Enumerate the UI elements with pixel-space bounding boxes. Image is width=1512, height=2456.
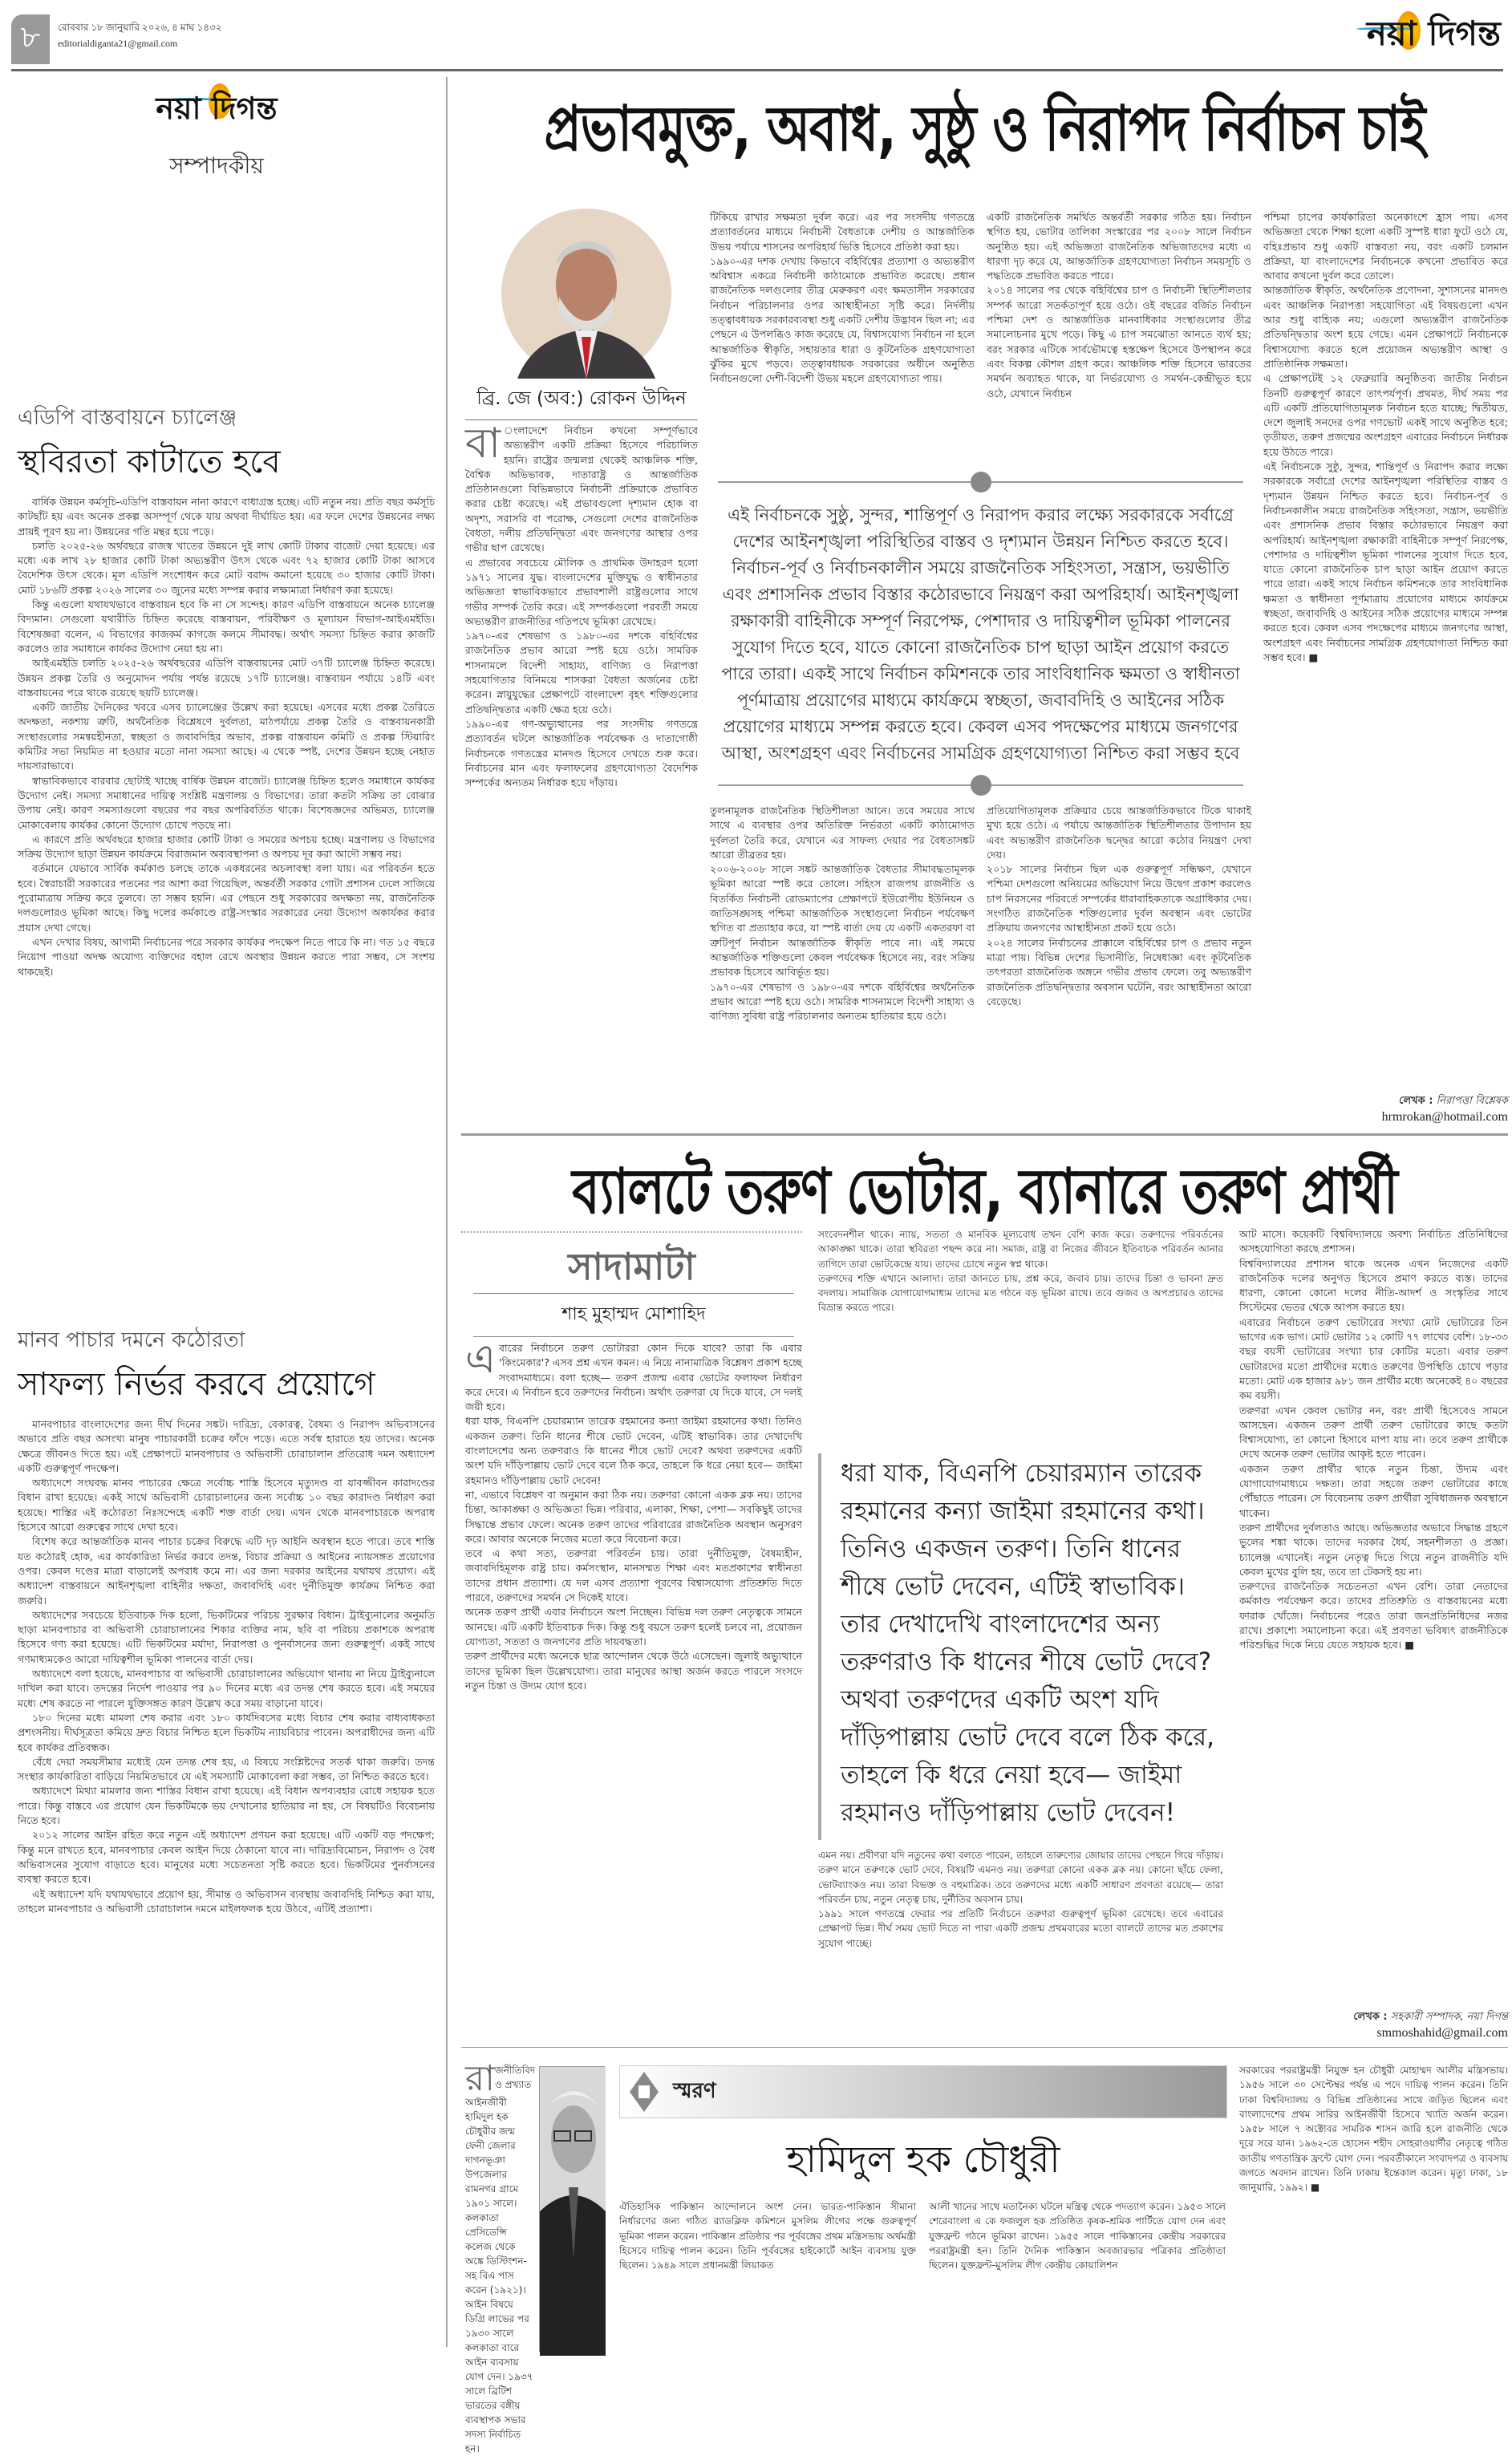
quote-dot-icon [971, 775, 991, 796]
smaran-intro: রাজনীতিবিদ ও প্রখ্যাত আইনজীবী হামিদুল হক চৌধুরীর জন্ম ফেনী জেলার দাগনভূঞা উপজেলার রামনগর গ্রামে ১৯০১ সালে। কলকাতা প্রেসিডেন্সি কলেজ থেকে অঙ্কে ডিস্টিংশন-সহ বিএ পাস করেন (১৯২১)। আইন বিষয়ে ডিগ্রি লাভের পর ১৯৩০ সালে কলকাতা বারে আইন ব্যবসায় যোগ দেন। ১৯৩৭ সালে ব্রিটিশ ভারতের বঙ্গীয় ব্যবস্থাপক সভার সদস্য নির্বাচিত হন। [465, 2058, 536, 2454]
editorial-1 [18, 401, 435, 1307]
article-col3-section [1239, 1227, 1508, 2041]
smaran-banner [619, 2065, 1227, 2118]
writer-credit: লেখক : সহকারী সম্পাদক, নয়া দিগন্ত [1353, 2011, 1508, 2023]
dropcap: রা [465, 2058, 495, 2099]
pull-quote-section [818, 1453, 1223, 2041]
article-body-bottom-row [710, 804, 1251, 1123]
header-rule [11, 69, 1503, 71]
article-headline: ব্যালটে তরুণ ভোটার, ব্যানারে তরুণ প্রার্থী [572, 1154, 1397, 1228]
dropcap: বা [465, 419, 501, 468]
editorial-kicker: এডিপি বাস্তবায়নে চ্যালেঞ্জ [18, 406, 237, 430]
article-body-col4: পশ্চিমা চাপের কার্যকারিতা অনেকাংশে হ্রাস পায়। এসব অভিজ্ঞতা থেকে শিক্ষা হলো একটি সুস্পষ্ট ধারা ফুটে ওঠে যে, বহিঃপ্রভাব শুধু একটি বাস্তবতা নয়, বরং একটি চলমান প্রক্রিয়া, যা বাংলাদেশের নির্বাচনকে কখনো প্রভাবিত করে আবার কখনো দুর্বল করে তোলে। আন্তর্জাতিক স্বীকৃতি, অর্থনৈতিক প্রণোদনা, সুশাসনের মানদণ্ড এবং আঞ্চলিক নিরাপত্তা সহযোগিতা এই বিষয়গুলো এখন আর শুধু বাহ্যিক নয়; এগুলো অভ্যন্তরীণ রাজনৈতিক প্রতিদ্বন্দ্বিতার অংশ হয়ে গেছে। এমন প্রেক্ষাপটে নির্বাচনকে বিশ্বাসযোগ্য করতে হলে প্রয়োজন অভ্যন্তরীণ আস্থা ও প্রাতিষ্ঠানিক সক্ষমতা। এ প্রেক্ষাপটেই ১২ ফেব্রুয়ারি অনুষ্ঠিতব্য জাতীয় নির্বাচন তিনটি গুরুত্বপূর্ণ কারণে তাৎপর্যপূর্ণ। প্রথমত, দীর্ঘ সময় পর এটি একটি প্রতিযোগিতামূলক নির্বাচন হতে যাচ্ছে; দ্বিতীয়ত, দেশে জুলাই সনদের ওপর গণভোট একই সাথে অনুষ্ঠিত হবে; তৃতীয়ত, তরুণ প্রজন্মের অংশগ্রহণ এবারের নির্বাচনে নির্ধারক হয়ে উঠতে পারে। এই নির্বাচনকে সুষ্ঠু, সুন্দর, শান্তিপূর্ণ ও নিরাপদ করার লক্ষ্যে সরকারকে সর্বাগ্রে দেশের আইনশৃঙ্খলা পরিস্থিতির বাস্তব ও দৃশ্যমান উন্নয়ন নিশ্চিত করতে হবে। নির্বাচন-পূর্ব ও নির্বাচনকালীন সময়ে রাজনৈতিক সহিংসতা, সন্ত্রাস, ভয়ভীতি এবং প্রশাসনিক প্রভাব বিস্তার কঠোরভাবে নিয়ন্ত্রণ করা অপরিহার্য। আইনশৃঙ্খলা রক্ষাকারী বাহিনীকে সম্পূর্ণ নিরপেক্ষ, পেশাদার ও দায়িত্বশীল ভূমিকা পালনের সুযোগ দিতে হবে, যাতে কোনো রাজনৈতিক চাপ ছাড়া আইন প্রয়োগ করতে পারে তারা। একই সাথে নির্বাচন কমিশনকে তার সাংবিধানিক ক্ষমতা ও স্বাধীনতা পূর্ণমাত্রায় প্রয়োগের মাধ্যমে কার্যক্রমে স্বচ্ছতা, জবাবদিহি ও আইনের সঠিক প্রয়োগের মাধ্যমে সম্পন্ন করতে হবে। কেবল এসব পদক্ষেপের মাধ্যমে জনগণের আস্থা, অংশগ্রহণ এবং নির্বাচনের সামগ্রিক গ্রহণযোগ্যতা নিশ্চিত করা সম্ভব হবে। ■ [1263, 211, 1508, 663]
smaran-body-col1: ঐতিহাসিক পাকিস্তান আন্দোলনে অংশ নেন। ভারত-পাকিস্তান সীমানা নির্ধারণের জন্য গঠিত র‌্যাডক্লিফ কমিশনে মুসলিম লীগের পক্ষে গুরুত্বপূর্ণ ভূমিকা পালন করেন। পাকিস্তান প্রতিষ্ঠার পর পূর্ববঙ্গের প্রথম মন্ত্রিসভায় অর্থমন্ত্রী হিসেবে দায়িত্ব পালন করেন। তিনি পূর্ববঙ্গের হাইকোর্টে আইন ব্যবসায় যুক্ত ছিলেন। ১৯৪৯ সালে প্রধানমন্ত্রী লিয়াকত [619, 2201, 916, 2272]
section-title: সম্পাদকীয় [169, 152, 264, 179]
article-body-col1: এবারের নির্বাচনে তরুণ ভোটাররা কোন দিকে যাবে? তারা কি এবার 'কিংমেকার'? এসব প্রশ্ন এখন কমন। এ নিয়ে নানামাত্রিক বিশ্লেষণ প্রকাশ হচ্ছে সংবাদমাধ্যমে। বলা হচ্ছে— তরুণ প্রজন্ম এবার ভোটের ফলাফল নির্ধারণ করে দেবে। এ নির্বাচন হবে তরুণদের নির্বাচন। অর্থাৎ তরুণরা যে দিকে যাবে, সে দলই জয়ী হবে। ধরা যাক, বিএনপি চেয়ারম্যান তারেক রহমানের কন্যা জাইমা রহমানের কথা। তিনিও একজন তরুণ। তিনি ধানের শীষে ভোট দেবেন, এটিই স্বাভাবিক। তার দেখাদেখি বাংলাদেশের অন্য তরুণরাও কি ধানের শীষে ভোট দেবে? অথবা তরুণদের একটি অংশ যদি দাঁড়িপাল্লায় ভোট দেবে বলে ঠিক করে, তাহলে কি ধরে নেয়া হবে— জাইমা রহমানও দাঁড়িপাল্লায় ভোট দেবেন! না, এভাবে বিশ্লেষণ বা অনুমান করা ঠিক নয়। তরুণরা কোনো একক ব্লক নয়। তাদের চিন্তা, আকাঙ্ক্ষা ও অভিজ্ঞতা ভিন্ন। পরিবার, এলাকা, শিক্ষা, পেশা— সবকিছুই তাদের সিদ্ধান্তে প্রভাব ফেলে। অনেক তরুণ তাদের পরিবারের রাজনৈতিক অবস্থান অনুসরণ করে। আবার অনেকে নিজের মতো করে বিবেচনা করে। তবে এ কথা সত্য, তরুণরা পরিবর্তন চায়। তারা দুর্নীতিমুক্ত, বৈষম্যহীন, জবাবদিহিমূলক রাষ্ট্র চায়। কর্মসংস্থান, মানসম্মত শিক্ষা এবং মতপ্রকাশের স্বাধীনতা তাদের প্রধান প্রত্যাশা। যে দল এসব প্রত্যাশা পূরণের বিশ্বাসযোগ্য প্রতিশ্রুতি দিতে পারবে, তরুণদের সমর্থন সে দিকেই যাবে। অনেক তরুণ প্রার্থী এবার নির্বাচনে অংশ নিচ্ছেন। বিভিন্ন দল তরুণ নেতৃত্বকে সামনে আনছে। এটি একটি ইতিবাচক দিক। কিন্তু শুধু বয়সে তরুণ হলেই চলবে না, প্রয়োজন যোগ্যতা, সততা ও জনগণের প্রতি দায়বদ্ধতা। তরুণ প্রার্থীদের মধ্যে অনেকে ছাত্র আন্দোলন থেকে উঠে এসেছেন। জুলাই অভ্যুত্থানে তাদের ভূমিকা ছিল উল্লেখযোগ্য। তারা মানুষের আস্থা অর্জন করতে পারলে সংসদে নতুন চিন্তা ও উদ্যম যোগ হবে। [465, 1335, 803, 1692]
pull-quote: ধরা যাক, বিএনপি চেয়ারম্যান তারেক রহমানের কন্যা জাইমা রহমানের কথা। তিনিও একজন তরুণ। তিনি ধানের শীষে ভোট দেবেন, এটিই স্বাভাবিক। তার দেখাদেখি বাংলাদেশের অন্য তরুণরাও কি ধানের শীষে ভোট দেবে? অথবা তরুণদের একটি অংশ যদি দাঁড়িপাল্লায় ভোট দেবে বলে ঠিক করে, তাহলে কি ধরে নেয়া হবে— জাইমা রহমানও দাঁড়িপাল্লায় ভোট দেবেন! [818, 1453, 1223, 1840]
author-byline: শাহ মুহাম্মদ মোশাহিদ [473, 1293, 794, 1337]
editorial-title: স্থবিরতা কাটাতে হবে [18, 444, 281, 480]
article-body-col2-bottom: এমন নয়। প্রবীণরা যদি নতুনের কথা বলতে পারেন, তাহলে তারুণ্যের জোয়ার তাদের পেছনে গিয়ে দাঁড়ায়। তরুণ মানে তরুণকে ভোট দেবে, বিষয়টি এমনও নয়। তরুণরা কোনো একক ব্লক নয়। কোনো ছাঁচে ফেলা, ভোটব্যাংকও নয়। তারা বিভক্ত ও বহুমাত্রিক। তবে তরুণদের মধ্যে একটি সাধারণ প্রবণতা রয়েছে— তারা পরিবর্তন চায়, নতুন নেতৃত্ব চায়, দুর্নীতির অবসান চায়। ১৯৯১ সালে গণতন্ত্রে ফেরার পর প্রতিটি নির্বাচনে তরুণরা গুরুত্বপূর্ণ ভূমিকা রেখেছে। তবে এবারের প্রেক্ষাপট ভিন্ন। দীর্ঘ সময় ভোট দিতে না পারা একটি প্রজন্ম প্রথমবারের মতো ব্যালটে তাদের মত প্রকাশের সুযোগ পাচ্ছে। [818, 1850, 1223, 1949]
article-body-col3: আট মাসে। কয়েকটি বিশ্ববিদ্যালয়ে অবশ্য নির্বাচিত প্রতিনিধিদের অসহযোগিতা করছে প্রশাসন। বিশ্ববিদ্যালয়ের প্রশাসন থাকে অনেক এখন নিজেদের একটি রাজনৈতিক দলের অনুগত হিসেবে প্রমাণ করতে ব্যস্ত। তাদের ধারণা, কোনো কোনো দলের নীতি-আদর্শ ও সংস্কৃতির সাথে সিস্টেমের ভেতর থেকে আপস করতে হয়। এবারের নির্বাচনে তরুণ ভোটারের সংখ্যা মোট ভোটারের তিন ভাগের এক ভাগ। মোট ভোটার ১২ কোটি ৭৭ লাখের বেশি। ১৮-৩৩ বছর বয়সী ভোটারের সংখ্যা চার কোটির মতো। এবার তরুণ ভোটারদের মতো প্রার্থীদের মধ্যেও তরুণের উপস্থিতি চোখে পড়ার মতো। মোট এক হাজার ৯৮১ জন প্রার্থীর মধ্যে অনেকেই ৪০ বছরের কম বয়সী। তরুণরা এখন কেবল ভোটার নন, বরং প্রার্থী হিসেবেও সামনে আসছেন। একজন তরুণ প্রার্থী তরুণ ভোটারের কাছে কতটা বিশ্বাসযোগ্য, তা কোনো হিসাবে মাপা যায় না। তবে তরুণ প্রার্থীকে দেখে অনেক তরুণ ভোটার আকৃষ্ট হতে পারেন। একজন তরুণ প্রার্থীর থাকে নতুন চিন্তা, উদ্যম এবং যোগাযোগমাধ্যমে দক্ষতা। তারা সহজে তরুণ ভোটারের কাছে পৌঁছাতে পারেন। সে বিবেচনায় তরুণ প্রার্থীরা সুবিধাজনক অবস্থানে থাকেন। তরুণ প্রার্থীদের দুর্বলতাও আছে। অভিজ্ঞতার অভাবে সিদ্ধান্ত গ্রহণে ভুলের শঙ্কা থাকে। তাদের দরকার ধৈর্য, সহনশীলতা ও প্রজ্ঞা। চ্যালেঞ্জ এখানেই। নতুন নেতৃত্ব দিতে গিয়ে নতুন রাজনীতি যদি কেবল মুখের বুলি হয়, তবে তা টেকসই হয় না। তরুণদের রাজনৈতিক সচেতনতা এখন বেশি। তারা নেতাদের কর্মকাণ্ড পর্যবেক্ষণ করে। তাদের প্রতিশ্রুতি ও বাস্তবায়নের মধ্যে ফারাক খোঁজে। নির্বাচনের পরেও তারা জনপ্রতিনিধিদের নজর রাখে। প্রকাশ্যে সমালোচনা করে। এই প্রবণতা ভবিষ্যৎ রাজনীতিকে পরিশুদ্ধির দিকে নিয়ে যেতে সহায়ক হবে। ■ [1239, 1228, 1508, 1652]
issue-meta [58, 19, 222, 51]
article-headline: প্রভাবমুক্ত, অবাধ, সুষ্ঠু ও নিরাপদ নির্বাচন চাই [544, 91, 1425, 165]
dropcap: এ [465, 1335, 497, 1382]
writer-credit: লেখক : নিরাপত্তা বিশ্লেষক [1399, 1095, 1508, 1107]
diamond-icon [630, 2072, 659, 2112]
smaran-body-col3: সরকারের পররাষ্ট্রমন্ত্রী নিযুক্ত হন চৌধুরী মোহাম্মদ আলীর মন্ত্রিসভায়। ১৯৫৬ সালে ৩০ সেপ্টেম্বর পর্যন্ত এ পদে দায়িত্ব পালন করেন। তিনি ঢাকা বিশ্ববিদ্যালয় ও বিভিন্ন প্রতিষ্ঠানের সাথে জড়িত ছিলেন এবং বাংলাদেশের প্রথম সারির আইনজীবী হিসেবে খ্যাতি অর্জন করেন। ১৯৫৮ সালে ৭ অক্টোবর সামরিক শাসন জারি হলে রাজনীতি থেকে দূরে সরে যান। ১৯৬২-তে হোসেন শহীদ সোহরাওয়ার্দীর নেতৃত্বে গঠিত জাতীয় গণতান্ত্রিক ফ্রন্টে যোগ দেন। পরবর্তীকালে সংবাদপত্র ও ব্যবসায় জগতে অবদান রাখেন। তিনি ঢাকায় ইন্তেকাল করেন। মৃত্যু ঢাকা, ১৮ জানুয়ারি, ১৯৯২। ■ [1239, 2065, 1508, 2194]
pull-quote-section [710, 472, 1251, 1123]
article-body-col2-top: টিকিয়ে রাখার সক্ষমতা দুর্বল করে। এর পর সংসদীয় গণতন্ত্রে প্রত্যাবর্তনের মাধ্যমে নির্বাচনী বৈধতাকে দেশীয় ও আন্তর্জাতিক উভয় পর্যায়ে শাসনের অপরিহার্য ভিত্তি হিসেবে প্রতিষ্ঠা করা হয়। ১৯৯০-এর দশক দেখায় কিভাবে বহির্বিশ্বের প্রত্যাশা ও অভ্যন্তরীণ অবিশ্বাস একত্রে নির্বাচনী কাঠামোকে প্রভাবিত করেছে। প্রধান রাজনৈতিক দলগুলোর তীব্র মেরুকরণ এবং ক্ষমতাসীন সরকারের নির্বাচন পরিচালনার ওপর আস্থাহীনতা সৃষ্টি করে। নির্দলীয় তত্ত্বাবধায়ক সরকারব্যবস্থা শুধু একটি দেশীয় উদ্ভাবন ছিল না; এর পেছনে এ উপলব্ধিও কাজ করেছে যে, বিশ্বাসযোগ্য নির্বাচন না হলে আন্তর্জাতিক স্বীকৃতি, সহায়তার ধারা ও কূটনৈতিক গ্রহণযোগ্যতা ঝুঁকির মুখে পড়বে। তত্ত্বাবধায়ক সরকারের অধীনে অনুষ্ঠিত নির্বাচনগুলো দেশী-বিদেশী উভয় মহলে গ্রহণযোগ্যতা পায়। [710, 211, 975, 385]
article-body-col3-top: একটি রাজনৈতিক সমর্থিত অন্তর্বর্তী সরকার গঠিত হয়। নির্বাচন স্থগিত হয়, ভোটার তালিকা সংস্কারের পর ২০০৮ সালে নির্বাচন অনুষ্ঠিত হয়। এই অভিজ্ঞতা রাজনৈতিক অভিজাতদের মধ্যে এ ধারণা দৃঢ় করে যে, আন্তর্জাতিক গ্রহণযোগ্যতা নির্বাচন সময়সূচি ও পদ্ধতিকে প্রভাবিত করতে পারে। ২০১৪ সালের পর থেকে বহির্বিশ্বের চাপ ও নির্বাচনী স্থিতিশীলতার সম্পর্ক আরো সতর্কতাপূর্ণ হয়ে ওঠে। ওই বছরের বর্জিত নির্বাচন পশ্চিমা দেশ ও আন্তর্জাতিক মানবাধিকার সংস্থাগুলোর তীব্র সমালোচনার মুখে পড়ে। কিছু এ চাপ সমঝোতা আনতে ব্যর্থ হয়; বরং সরকার এটিকে সার্বভৌমত্বে হস্তক্ষেপ হিসেবে উপস্থাপন করে এবং বিকল্প কৌশল গ্রহণ করে। আঞ্চলিক শক্তি হিসেবে ভারতের সমর্থন অব্যাহত থাকে, যা নির্ভরযোগ্য ও সমর্থন-কেন্দ্রীভূত হয়ে ওঠে, যেখানে নির্বাচন [987, 211, 1251, 399]
editorial-title: সাফল্য নির্ভর করবে প্রয়োগে [18, 1366, 375, 1403]
editorial-email: editorialdiganta21@gmail.com [58, 38, 178, 49]
editorial-body: বার্ষিক উন্নয়ন কর্মসূচি-এডিপি বাস্তবায়ন নানা কারণে বাধাগ্রস্ত হচ্ছে। এটি নতুন নয়। প্রতি বছর কর্মসূচি কাটছাঁট হয় এবং অনেক প্রকল্প অসম্পূর্ণ থেকে যায় অথবা দীর্ঘায়িত হয়। এর ফলে দেশের উন্নয়নের লক্ষ্য প্রায়ই পূরণ হয় না। উন্নয়নের গতি মন্থর হয়ে পড়ে। চলতি ২০২৫-২৬ অর্থবছরে রাজস্ব খাতের উন্নয়নে দুই লাখ কোটি টাকার বাজেট দেয়া হয়েছে। এর মধ্যে এক লাখ ২৮ হাজার কোটি টাকা অভ্যন্তরীণ উৎস থেকে এবং ৭২ হাজার কোটি টাকা আসবে বৈদেশিক উৎস থেকে। মূল এডিপি সংশোধন করে মোট বরাদ্দ কমানো হয়েছে ৩০ হাজার কোটি টাকা। মোট ১৮৬টি প্রকল্প ২০২৬ সালের ৩০ জুনের মধ্যে সম্পন্ন করার লক্ষ্যমাত্রা নির্ধারণ করা হয়েছে। কিন্তু এগুলো যথাযথভাবে বাস্তবায়ন হবে কি না সে সন্দেহ। কারণ এডিপি বাস্তবায়নে অনেক চ্যালেঞ্জ বিদ্যমান। সেগুলো যথারীতি চিহ্নিত করেছে বাস্তবায়ন, পরিবীক্ষণ ও মূল্যায়ন বিভাগ-আইএমইডি। বিশেষজ্ঞরা বলেন, এ বিভাগের কাজকর্ম কাগজে কলমে সীমাবদ্ধ। অর্থাৎ সমস্যা চিহ্নিত করার কাজটি করলেও তার সমাধানে কার্যকর উদ্যোগ নেয়া হয় না। আইএমইডি চলতি ২০২৫-২৬ অর্থবছরের এডিপি বাস্তবায়নের মোট ৩৭টি চ্যালেঞ্জ চিহ্নিত করেছে। উন্নয়ন প্রকল্প তৈরি ও অনুমোদন পর্যায় পর্যন্ত রয়েছে ১৭টি চ্যালেঞ্জ। বাস্তবায়ন পর্যায়ে ১৪টি এবং বাস্তবায়নের পরে থাকে রয়েছে ছয়টি চ্যালেঞ্জ। একটি জাতীয় দৈনিকের খবরে এসব চ্যালেঞ্জের উল্লেখ করা হয়েছে। এসবের মধ্যে প্রকল্প তৈরিতে অদক্ষতা, নকশায় ত্রুটি, অর্থনৈতিক বিশ্লেষণে দুর্বলতা, মাঠপর্যায়ে প্রকল্প তৈরি ও বাস্তবায়নকারী সংস্থাগুলোর সমন্বয়হীনতা, স্বচ্ছতা ও জবাবদিহির অভাব, প্রকল্প বাস্তবায়ন কমিটি ও প্রকল্প স্টিয়ারিং কমিটির সভা নিয়মিত না হওয়ার মতো নানা সমস্যা আছে। এ থেকে স্পষ্ট, দেশের উন্নয়ন হচ্ছে নেহাত দায়সারাভাবে। স্বাভাবিকভাবে বারবার ছোটাই খাচ্ছে বার্ষিক উন্নয়ন বাজেট। চ্যালেঞ্জ চিহ্নিত হলেও সমাধানে কার্যকর উদ্যোগ নেই। সমস্যা সমাধানের দায়িত্ব সংশ্লিষ্ট মন্ত্রণালয় ও বিভাগের। তারা কতটা সক্রিয় তা বোঝার উপায় নেই। কারণ সমস্যাগুলো বছরের পর বছর অপরিবর্তিত থাকে। বিশেষজ্ঞদের অভিমত, চ্যালেঞ্জ মোকাবেলায় কার্যকর কোনো উদ্যোগ চোখে পড়ছে না। এ কারণে প্রতি অর্থবছরে হাজার হাজার কোটি টাকা ও সময়ের অপচয় হচ্ছে। মন্ত্রণালয় ও বিভাগের সক্রিয় উদ্যোগ ছাড়া উন্নয়ন কার্যক্রমে বিরাজমান অব্যবস্থাপনা ও অপচয় দূর করা আদৌ সম্ভব নয়। বর্তমানে যেভাবে সার্বিক কর্মকাণ্ড চলছে তাকে একধরনের অচলাবস্থা বলা যায়। এর পরিবর্তন হতে হবে। স্বৈরাচারী সরকারের পতনের পর আশা করা গিয়েছিল, অন্তর্বর্তী সরকার গোটা প্রশাসন ঢেলে সাজিয়ে পুরোমাত্রায় সক্রিয় করে তুলবে। তা সম্ভব হয়নি। এর পেছনে শুধু সরকারের অদক্ষতা নয়, রাজনৈতিক দলগুলোরও ভূমিকা আছে। কিছু দলের কর্মকাণ্ডে রাষ্ট্র-সংস্কার সরকারের নেয়া উদ্যোগ অকার্যকর করার প্রয়াস দেখা গেছে। এখন দেখার বিষয়, আগামী নির্বাচনের পরে সরকার কার্যকর পদক্ষেপ নিতে পারে কি না। গত ১৫ বছরে নিয়োগ পাওয়া অদক্ষ অযোগ্য ব্যক্তিদের বহাল রেখে অবস্থার উন্নয়ন করতে পারা সম্ভব, সে সংশয় থাকছেই। [18, 496, 435, 978]
writer-email[interactable]: smmoshahid@gmail.com [1376, 2026, 1508, 2040]
page-number: ৮ [11, 14, 50, 64]
column-divider [446, 77, 448, 2347]
author-photo [501, 209, 671, 379]
smaran-title: হামিদুল হক চৌধুরী [786, 2138, 1060, 2181]
article-col4-section [1263, 210, 1508, 1125]
dotted-rule [461, 1231, 802, 1233]
smaran-body-col2: আলী খানের সাথে মতানৈক্য ঘটলে মন্ত্রিত্ব থেকে পদত্যাগ করেন। ১৯৫৩ সালে শেরেবাংলা এ কে ফজলুল হক প্রতিষ্ঠিত কৃষক-শ্রমিক পার্টিতে যোগ দেন এবং যুক্তফ্রন্ট গঠনে ভূমিকা রাখেন। ১৯৫৫ সালে পাকিস্তানের কেন্দ্রীয় সরকারের পররাষ্ট্রমন্ত্রী হন। তিনি দৈনিক পাকিস্তান অবজারভার পত্রিকার প্রতিষ্ঠাতা ছিলেন। যুক্তফ্রন্ট-মুসলিম লীগ কেন্দ্রীয় কোয়ালিশন [929, 2201, 1226, 2272]
portrait-photo [539, 2066, 605, 2352]
quote-rule-bottom [718, 775, 1243, 796]
article-body-col3-bottom: প্রতিযোগিতামূলক প্রক্রিয়ার চেয়ে আন্তর্জাতিকভাবে টিকে থাকাই মুখ্য হয়ে ওঠে। এ পর্যায়ে আন্তর্জাতিক স্থিতিশীলতার উপাদান হয় এবং অভ্যন্তরীণ রাজনৈতিক দ্বন্দ্বের আরো কঠোর নিয়ন্ত্রণ দেখা দেয়। ২০১৮ সালের নির্বাচন ছিল এক গুরুত্বপূর্ণ সন্ধিক্ষণ, যেখানে পশ্চিমা দেশগুলো অনিয়মের অভিযোগ নিয়ে উদ্বেগ প্রকাশ করলেও চাপ নিরসনের পরিবর্তে সম্পর্কের ধারাবাহিকতাকে অগ্রাধিকার দেয়। সংগঠিত রাজনৈতিক শক্তিগুলোর দুর্বল অবস্থান এবং ভোটের প্রক্রিয়ায় জনগণের আস্থাহীনতা প্রকট হয়ে ওঠে। ২০২৪ সালের নির্বাচনের প্রাক্কালে বহির্বিশ্বের চাপ ও প্রভাব নতুন মাত্রা পায়। বিভিন্ন দেশের ভিসানীতি, নিষেধাজ্ঞা এবং কূটনৈতিক তৎপরতা রাজনৈতিক অঙ্গনে গভীর প্রভাব ফেলে। তবু অভ্যন্তরীণ রাজনৈতিক প্রতিদ্বন্দ্বিতার অবসান ঘটেনি, বরং আস্থাহীনতা আরো বেড়েছে। [987, 804, 1251, 1007]
editorial-body: মানবপাচার বাংলাদেশের জন্য দীর্ঘ দিনের সঙ্কট। দারিদ্র্য, বেকারত্ব, বৈষম্য ও নিরাপদ অভিবাসনের অভাবে প্রতি বছর অসংখ্য মানুষ পাচারকারী চক্রের ফাঁদে পড়ে। এতে সর্বস্ব হারাতে হয় তাদের। অনেক ক্ষেত্রে জীবনও দিতে হয়। এই প্রেক্ষাপটে মানবপাচার ও অভিবাসী চোরাচালান প্রতিরোধ দমন অধ্যাদেশ একটি গুরুত্বপূর্ণ পদক্ষেপ। অধ্যাদেশে সংঘবদ্ধ মানব পাচারের ক্ষেত্রে সর্বোচ্চ শাস্তি হিসেবে মৃত্যুদণ্ড বা যাবজ্জীবন কারাদণ্ডের বিধান রাখা হয়েছে। একই সাথে অভিবাসী চোরাচালানের জন্য সর্বোচ্চ ১০ বছর কারাদণ্ড নির্ধারণ করা হয়েছে। শাস্তির এই কঠোরতা নিঃসন্দেহে একটি শক্ত বার্তা দেয়। এখন থেকে মানবপাচারকে অপরাধ হিসেবে আরো গুরুত্বের সাথে দেখা হবে। বিশেষ করে আন্তর্জাতিক মানব পাচার চক্রের বিরুদ্ধে এটি দৃঢ় আইনি অবস্থান হতে পারে। তবে শাস্তি যত কঠোরই হোক, এর কার্যকারিতা নির্ভর করবে তদন্ত, বিচার প্রক্রিয়া ও আইনের ন্যায়সঙ্গত প্রয়োগের ওপর। কেবল দণ্ডের মাত্রা বাড়ালেই অপরাধ কমে না। এর জন্য দরকার আইনের যথাযথ প্রয়োগ। এই অধ্যাদেশ বাস্তবায়নে আইনশৃঙ্খলা বাহিনীর দক্ষতা, জবাবদিহি এবং দুর্নীতিমুক্ত কার্যক্রম নিশ্চিত করা জরুরি। অধ্যাদেশের সবচেয়ে ইতিবাচক দিক হলো, ভিকটিমের পরিচয় সুরক্ষার বিধান। ট্রাইব্যুনালের অনুমতি ছাড়া মানবপাচার বা অভিবাসী চোরাচালানের শিকার ব্যক্তির নাম, ছবি বা পরিচয় প্রকাশকে অপরাধ হিসেবে গণ্য করা হয়েছে। এটি ভিকটিমের মর্যাদা, নিরাপত্তা ও পুনর্বাসনের জন্য গুরুত্বপূর্ণ। একই সাথে গণমাধ্যমকেও আরো দায়িত্বশীল ভূমিকা পালনের বার্তা দেয়। অধ্যাদেশে বলা হয়েছে, মানবপাচার বা অভিবাসী চোরাচালানের অভিযোগ থানায় না নিয়ে ট্রাইব্যুনালে দাখিল করা যাবে। তদন্তের নির্দেশ পাওয়ার পর ৯০ দিনের মধ্যে এর তদন্ত শেষ করতে হবে। এই সময়ের মধ্যে শেষ করতে না পারলে যুক্তিসঙ্গত কারণ উল্লেখ করে সময় বাড়ানো যাবে। ১৮০ দিনের মধ্যে মামলা শেষ করার এবং ১৮০ কার্যদিবসের মধ্যে বিচার শেষ করার বাধ্যবাধকতা প্রশংসনীয়। দীর্ঘসূত্রতা কমিয়ে দ্রুত বিচার নিশ্চিত হলে ভিকটিম ন্যায়বিচার পাবেন। অপরাধীদের জন্য এটি হবে কার্যকর প্রতিবন্ধক। বেঁধে দেয়া সময়সীমার মধ্যেই যেন তদন্ত শেষ হয়, এ বিষয়ে সংশ্লিষ্টদের সতর্ক থাকা জরুরি। তদন্ত সংস্থার কার্যকারিতা বাড়িয়ে নিয়মিতভাবে যে এই সমস্যাটি মোকাবেলা করা সম্ভব, তা নিশ্চিত করতে হবে। অধ্যাদেশে মিথ্যা মামলার জন্য শাস্তির বিধান রাখা হয়েছে। এই বিধান অপব্যবহার রোধে সহায়ক হতে পারে। কিন্তু বাস্তবে এর প্রয়োগ যেন ভিকটিমকে ভয় দেখানোর হাতিয়ার না হয়, সে বিষয়টিও বিবেচনায় নিতে হবে। ২০১২ সালের আইন রহিত করে নতুন এই অধ্যাদেশ প্রণয়ন করা হয়েছে। এটি একটি বড় পদক্ষেপ; কিন্তু মনে রাখতে হবে, মানবপাচার কেবল আইন দিয়ে ঠেকানো যাবে না। দারিদ্র্যবিমোচন, নিরাপদ ও বৈধ অভিবাসনের সুযোগ বাড়াতে হবে। মানুষের মধ্যে সচেতনতা সৃষ্টি করতে হবে। ভিকটিমের পুনর্বাসনের ব্যবস্থা করতে হবে। এই অধ্যাদেশ যদি যথাযথভাবে প্রয়োগ হয়, সীমান্ত ও অভিবাসন ব্যবস্থায় জবাবদিহি নিশ্চিত করা যায়, তাহলে মানবপাচার ও অভিবাসী চোরাচালান দমনে মাইলফলক হয়ে উঠবে, এটিই প্রত্যাশা। [18, 1418, 435, 1915]
column-logo: সাদামাটা [568, 1245, 695, 1288]
article-body-col2-top: সংবেদনশীল থাকে। ন্যায়, সততা ও মানবিক মূল্যবোধ তখন বেশি কাজ করে। তরুণদের পরিবর্তনের আকাঙ্ক্ষা থাকে। তারা স্থবিরতা পছন্দ করে না। সমাজ, রাষ্ট্র বা নিজের জীবনে ইতিবাচক পরিবর্তন আনার তাগিদে তারা ভোটকেন্দ্রে যায়। তাদের চোখে নতুন স্বপ্ন থাকে। তরুণদের শক্তি এখানে আলাদা। তারা জানতে চায়, প্রশ্ন করে, জবাব চায়। তাদের চিন্তা ও ভাবনা দ্রুত বদলায়। সামাজিক যোগাযোগমাধ্যম তাদের মত গঠনে বড় ভূমিকা রাখে। তবে গুজব ও অপপ্রচারও তাদের বিভ্রান্ত করতে পারে। [818, 1229, 1223, 1314]
issue-date: রোববার ১৮ জানুয়ারি ২০২৬, ৪ মাঘ ১৪৩২ [58, 22, 222, 33]
quote-rule-top [718, 472, 1243, 492]
writer-email[interactable]: hrmrokan@hotmail.com [1381, 1110, 1508, 1124]
author-byline: ব্রি. জে (অব:) রোকন উদ্দিন [465, 383, 698, 420]
quote-dot-icon [971, 472, 991, 492]
masthead-logo: নয়া দিগন্ত [1300, 16, 1501, 64]
pull-quote: এই নির্বাচনকে সুষ্ঠু, সুন্দর, শান্তিপূর্ণ ও নিরাপদ করার লক্ষ্যে সরকারকে সর্বাগ্রে দেশের আইনশৃঙ্খলা পরিস্থিতির বাস্তব ও দৃশ্যমান উন্নয়ন নিশ্চিত করতে হবে। নির্বাচন-পূর্ব ও নির্বাচনকালীন সময়ে রাজনৈতিক সহিংসতা, সন্ত্রাস, ভয়ভীতি এবং প্রশাসনিক প্রভাব বিস্তার কঠোরভাবে নিয়ন্ত্রণ করা অপরিহার্য। আইনশৃঙ্খলা রক্ষাকারী বাহিনীকে সম্পূর্ণ নিরপেক্ষ, পেশাদার ও দায়িত্বশীল ভূমিকা পালনের সুযোগ দিতে হবে, যাতে কোনো রাজনৈতিক চাপ ছাড়া আইন প্রয়োগ করতে পারে তারা। একই সাথে নির্বাচন কমিশনকে তার সাংবিধানিক ক্ষমতা ও স্বাধীনতা পূর্ণমাত্রায় প্রয়োগের মাধ্যমে কার্যক্রমে স্বচ্ছতা, জবাবদিহি ও আইনের সঠিক প্রয়োগের মাধ্যমে সম্পন্ন করতে হবে। কেবল এসব পদক্ষেপের মাধ্যমে জনগণের আস্থা, অংশগ্রহণ এবং নির্বাচনের সামগ্রিক গ্রহণযোগ্যতা নিশ্চিত করা সম্ভব হবে [721, 505, 1240, 763]
section-rule [461, 1133, 1508, 1136]
article-body-col1: বা ংলাদেশে নির্বাচন কখনো সম্পূর্ণভাবে অভ্যন্তরীণ একটি প্রক্রিয়া হিসেবে পরিচালিত হয়নি। রাষ্ট্রের জন্মলগ্ন থেকেই আঞ্চলিক শক্তি, বৈশ্বিক অভিভাবক, দাতারাষ্ট্র ও আন্তর্জাতিক প্রতিষ্ঠানগুলো বিভিন্নভাবে নির্বাচনী প্রক্রিয়াকে প্রভাবিত করার চেষ্টা করেছে। এই প্রভাবগুলো দৃশ্যমান হোক বা অদৃশ্য, সরাসরি বা পরোক্ষ, সেগুলো দেশের রাজনৈতিক বৈধতা, দলীয় প্রতিদ্বন্দ্বিতা এবং জনগণের আস্থার ওপর গভীর ছাপ রেখেছে। এ প্রভাবের সবচেয়ে মৌলিক ও প্রাথমিক উদাহরণ হলো ১৯৭১ সালের যুদ্ধ। বাংলাদেশের মুক্তিযুদ্ধ ও স্বাধীনতার অভিজ্ঞতা স্বাভাবিকভাবে প্রভাবশালী রাষ্ট্রগুলোর সাথে গভীর সম্পর্ক তৈরি করে। এই সম্পর্কগুলো পরবর্তী সময়ে অভ্যন্তরীণ রাজনীতির গতিপথে ভূমিকা রেখেছে। ১৯৭০-এর শেষভাগ ও ১৯৮০-এর দশকে বহির্বিশ্বের রাজনৈতিক প্রভাব আরো স্পষ্ট হয়ে ওঠে। সামরিক শাসনামলে বিদেশী সাহায্য, বাণিজ্য ও নিরাপত্তা সহযোগিতার বিনিময়ে শাসকরা বৈধতা অর্জনের চেষ্টা করেন। স্নায়ুযুদ্ধের প্রেক্ষাপটে বাংলাদেশ বৃহৎ শক্তিগুলোর প্রতিদ্বন্দ্বিতার একটি ক্ষেত্র হয়ে ওঠে। ১৯৯০-এর গণ-অভ্যুত্থানের পর সংসদীয় গণতন্ত্রে প্রত্যাবর্তন ঘটলে আন্তর্জাতিক পর্যবেক্ষক ও দাতাগোষ্ঠী নির্বাচনকে গণতন্ত্রের মানদণ্ড হিসেবে দেখতে শুরু করে। নির্বাচনের মান এবং ফলাফলের গ্রহণযোগ্যতা বৈদেশিক সম্পর্কের অন্যতম নির্ধারক হয়ে দাঁড়ায়। [465, 419, 698, 789]
editorial-logo: নয়া দিগন্ত [112, 88, 321, 136]
smaran-label: স্মরণ [673, 2079, 716, 2103]
editorial-2 [18, 1323, 435, 2346]
article-body-col2-bottom: তুলনামূলক রাজনৈতিক স্থিতিশীলতা আনে। তবে সময়ের সাথে সাথে এ ব্যবস্থার ওপর অতিরিক্ত নির্ভরতা একটি কাঠামোগত দুর্বলতা তৈরি করে, যেখানে এর সাফল্য দেয়ার পর বৈধতাসঙ্কট আরো তীব্রতর হয়। ২০০৬-২০০৮ সালে সঙ্কট আন্তর্জাতিক বৈধতার সীমাবদ্ধতামূলক ভূমিকা আরো স্পষ্ট করে তোলে। সহিংস রাজপথ রাজনীতি ও বিতর্কিত নির্বাচনী রোডম্যাপের প্রেক্ষাপটে ইউরোপীয় ইউনিয়ন ও জাতিসঙ্ঘসহ পশ্চিমা আন্তর্জাতিক সংস্থাগুলো নির্বাচন পর্যবেক্ষণ স্থগিত বা প্রত্যাহার করে, যা স্পষ্ট বার্তা দেয় যে একটি একতরফা বা ত্রুটিপূর্ণ নির্বাচন আন্তর্জাতিক স্বীকৃতি পাবে না। এই সময়ে আন্তর্জাতিক শক্তিগুলো কেবল পর্যবেক্ষক হিসেবে নয়, বরং সক্রিয় প্রভাবক হিসেবে আবির্ভূত হয়। ১৯৭০-এর শেষভাগ ও ১৯৮০-এর দশকে বহির্বিশ্বের অর্থনৈতিক প্রভাব আরো স্পষ্ট হয়ে ওঠে। সামরিক শাসনামলে বিদেশী সাহায্য ও বাণিজ্য সুবিধা রাষ্ট্র পরিচালনার অন্যতম হাতিয়ার হয়ে ওঠে। [710, 804, 975, 1023]
section-rule [461, 2047, 1508, 2048]
editorial-kicker: মানব পাচার দমনে কঠোরতা [18, 1328, 245, 1352]
